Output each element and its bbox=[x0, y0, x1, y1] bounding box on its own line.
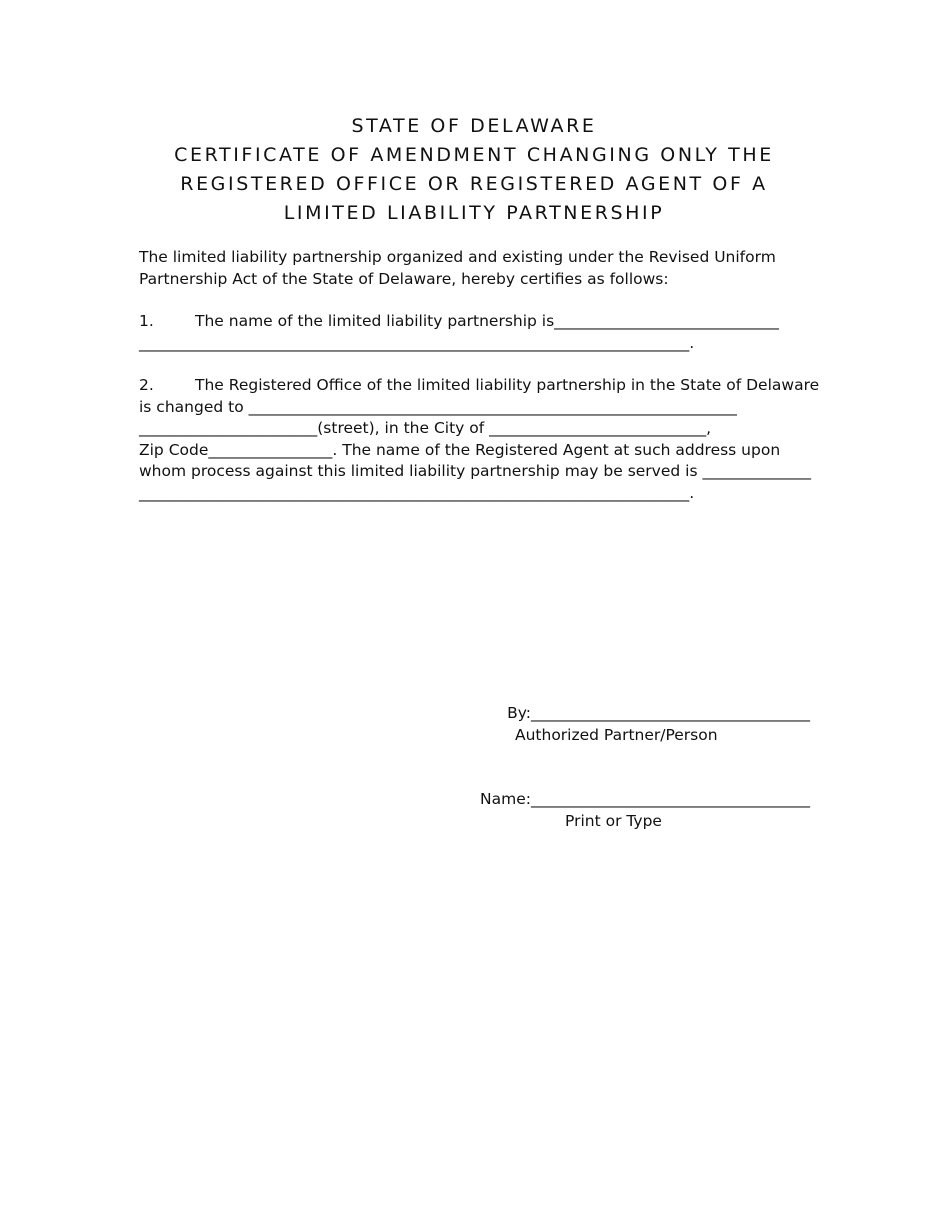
intro-paragraph bbox=[139, 247, 811, 290]
signature-by-caption: Authorized Partner/Person bbox=[515, 726, 718, 744]
item-2-line-1: The Registered Office of the limited liability partnership in the State of Delaware bbox=[195, 376, 820, 394]
item-2-line-5[interactable]: whom process against this limited liability partnership may be served is ______________ bbox=[139, 462, 811, 480]
item-1-partnership-name bbox=[139, 311, 811, 354]
title-line-2: CERTIFICATE OF AMENDMENT CHANGING ONLY THE bbox=[174, 144, 774, 166]
item-2-line-6[interactable]: _______________________________________________________________________. bbox=[139, 483, 695, 502]
signature-by-block bbox=[400, 703, 810, 744]
item-2-line-2[interactable]: is changed to _______________________________________________________________ bbox=[139, 397, 737, 416]
item-1-line-1[interactable]: The name of the limited liability partnership is_____________________________ bbox=[195, 312, 779, 330]
title-state: STATE OF DELAWARE bbox=[351, 115, 597, 137]
signature-name-block bbox=[400, 789, 810, 830]
item-2-number: 2. bbox=[139, 376, 154, 394]
item-1-line-2[interactable]: _______________________________________________________________________. bbox=[139, 333, 695, 352]
title-line-4: LIMITED LIABILITY PARTNERSHIP bbox=[283, 202, 665, 224]
signature-by-line[interactable]: By:____________________________________ bbox=[507, 704, 810, 722]
intro-line-2: Partnership Act of the State of Delaware, hereby certifies as follows: bbox=[139, 269, 669, 288]
item-2-line-4[interactable]: Zip Code________________. The name of the Registered Agent at such address upon bbox=[139, 440, 781, 459]
document-title bbox=[139, 112, 809, 228]
intro-line-1: The limited liability partnership organized and existing under the Revised Uniform bbox=[139, 248, 776, 266]
item-2-registered-office bbox=[139, 375, 820, 504]
title-line-3: REGISTERED OFFICE OR REGISTERED AGENT OF A bbox=[180, 173, 768, 195]
item-2-line-3[interactable]: _______________________(street), in the City of ____________________________, bbox=[139, 419, 712, 437]
signature-name-line[interactable]: Name:____________________________________ bbox=[480, 790, 810, 808]
signature-name-caption: Print or Type bbox=[565, 812, 662, 830]
item-1-number: 1. bbox=[139, 312, 154, 330]
